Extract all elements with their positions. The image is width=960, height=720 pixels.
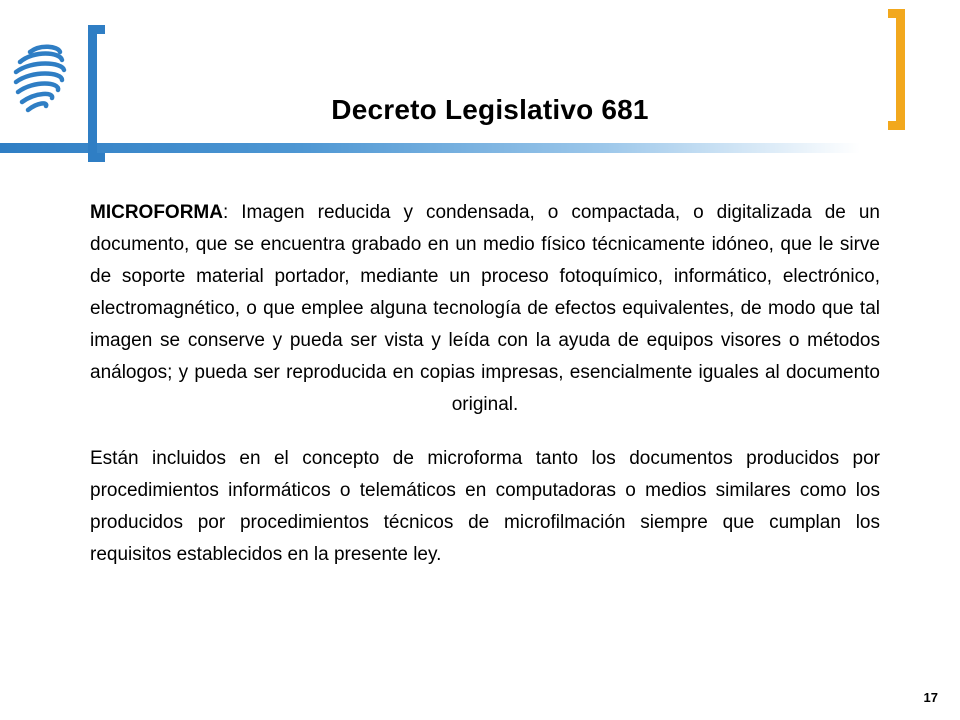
definition-term: MICROFORMA	[90, 202, 223, 223]
right-bracket-decoration	[888, 9, 905, 130]
definition-paragraph	[90, 197, 880, 421]
slide-body	[90, 197, 880, 571]
left-bracket-decoration	[88, 25, 97, 162]
definition-text: : Imagen reducida y condensada, o compactada, o digitalizada de un documento, que se encuentra grabado en un medio físico técnicamente idóneo, que le sirve de soporte material portador, mediante un proceso fotoquímico, informático, electrónico, electromagnético, o que emplee alguna tecnología de efectos equivalentes, de modo que tal imagen se conserve y pueda ser vista y leída con la ayuda de equipos visores o métodos análogos; y pueda ser reproducida en copias impresas, esencialmente iguales al documento original.	[90, 202, 880, 415]
swirl-logo-icon	[10, 40, 70, 120]
page-number: 17	[923, 690, 938, 705]
scope-paragraph: Están incluidos en el concepto de microforma tanto los documentos producidos por procedimientos informáticos o telemáticos en computadoras o medios similares como los producidos por procedimientos técnicos de microfilmación siempre que cumplan los requisitos establecidos en la presente ley.	[90, 448, 880, 565]
page-title: Decreto Legislativo 681	[331, 94, 649, 125]
header-gradient-bar	[0, 143, 860, 153]
